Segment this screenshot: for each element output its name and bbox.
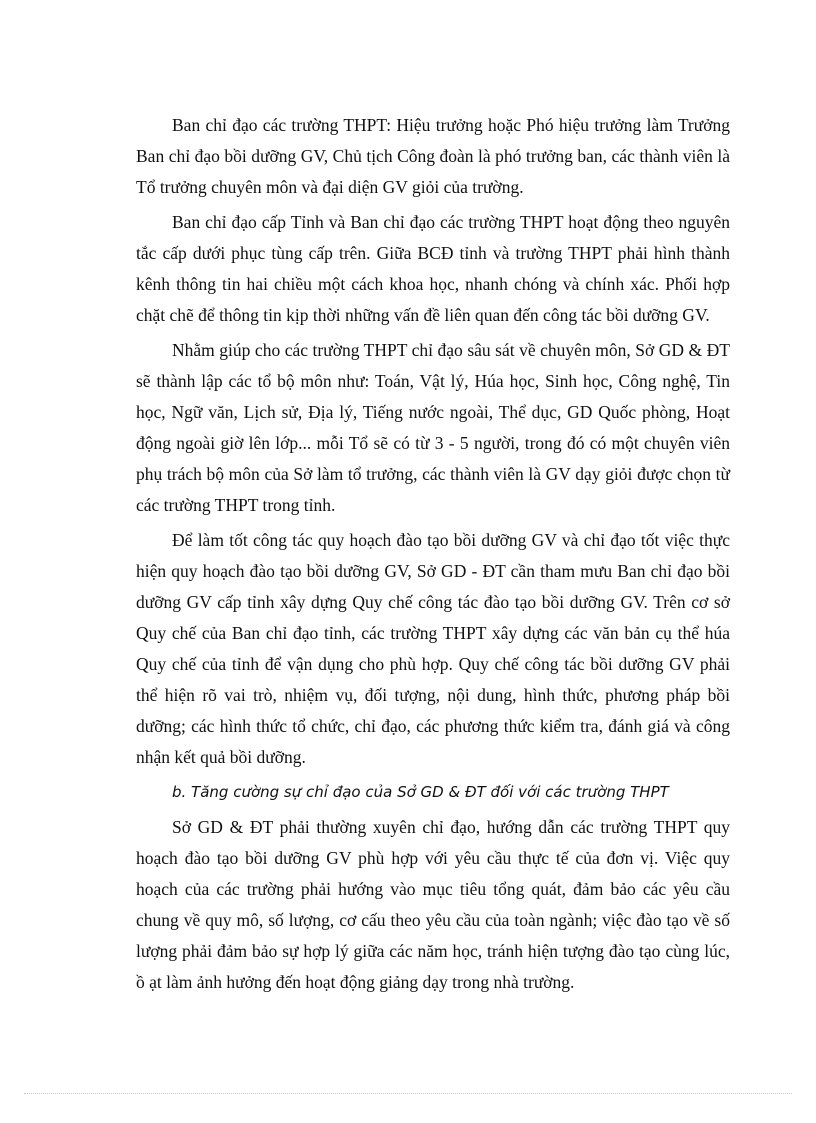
paragraph-steering-board-principle: Ban chỉ đạo cấp Tỉnh và Ban chỉ đạo các trường THPT hoạt động theo nguyên tắc cấp dưới phục tùng cấp trên. Giữa BCĐ tỉnh và trường THPT phải hình thành kênh thông tin hai chiều một cách khoa học, nhanh chóng và chính xác. Phối hợp chặt chẽ để thông tin kịp thời những vấn đề liên quan đến công tác bồi dưỡng GV.: [136, 212, 730, 325]
paragraph-subject-groups: Nhằm giúp cho các trường THPT chỉ đạo sâu sát về chuyên môn, Sở GD & ĐT sẽ thành lập các tổ bộ môn như: Toán, Vật lý, Húa học, Sinh học, Công nghệ, Tin học, Ngữ văn, Lịch sử, Địa lý, Tiếng nước ngoài, Thể dục, GD Quốc phòng, Hoạt động ngoài giờ lên lớp... mỗi Tổ sẽ có từ 3 - 5 người, trong đó có một chuyên viên phụ trách bộ môn của Sở làm tổ trưởng, các thành viên là GV dạy giỏi được chọn từ các trường THPT trong tỉnh.: [136, 340, 730, 515]
section-heading: b. Tăng cường sự chỉ đạo của Sở GD & ĐT đối với các trường THPT: [172, 783, 669, 801]
paragraph-department-guidance: Sở GD & ĐT phải thường xuyên chỉ đạo, hướng dẫn các trường THPT quy hoạch đào tạo bồi dưỡng GV phù hợp với yêu cầu thực tế của đơn vị. Việc quy hoạch của các trường phải hướng vào mục tiêu tổng quát, đảm bảo các yêu cầu chung về quy mô, số lượng, cơ cấu theo yêu cầu của toàn ngành; việc đào tạo về số lượng phải đảm bảo sự hợp lý giữa các năm học, tránh hiện tượng đào tạo cùng lúc, ồ ạt làm ảnh hưởng đến hoạt động giảng dạy trong nhà trường.: [136, 817, 730, 992]
paragraph-steering-board-schools: Ban chỉ đạo các trường THPT: Hiệu trưởng hoặc Phó hiệu trưởng làm Trưởng Ban chỉ đạo bồi dưỡng GV, Chủ tịch Công đoàn là phó trưởng ban, các thành viên là Tổ trưởng chuyên môn và đại diện GV giỏi của trường.: [136, 115, 730, 197]
document-body: [136, 110, 730, 998]
page-bottom-divider: [24, 1093, 792, 1094]
paragraph-training-regulations: Để làm tốt công tác quy hoạch đào tạo bồi dưỡng GV và chỉ đạo tốt việc thực hiện quy hoạch đào tạo bồi dưỡng GV, Sở GD - ĐT cần tham mưu Ban chỉ đạo bồi dưỡng GV cấp tỉnh xây dựng Quy chế công tác đào tạo bồi dưỡng GV. Trên cơ sở Quy chế của Ban chỉ đạo tỉnh, các trường THPT xây dựng các văn bản cụ thể húa Quy chế của tỉnh để vận dụng cho phù hợp. Quy chế công tác bồi dưỡng GV phải thể hiện rõ vai trò, nhiệm vụ, đối tượng, nội dung, hình thức, phương pháp bồi dưỡng; các hình thức tổ chức, chỉ đạo, các phương thức kiểm tra, đánh giá và công nhận kết quả bồi dưỡng.: [136, 530, 730, 767]
